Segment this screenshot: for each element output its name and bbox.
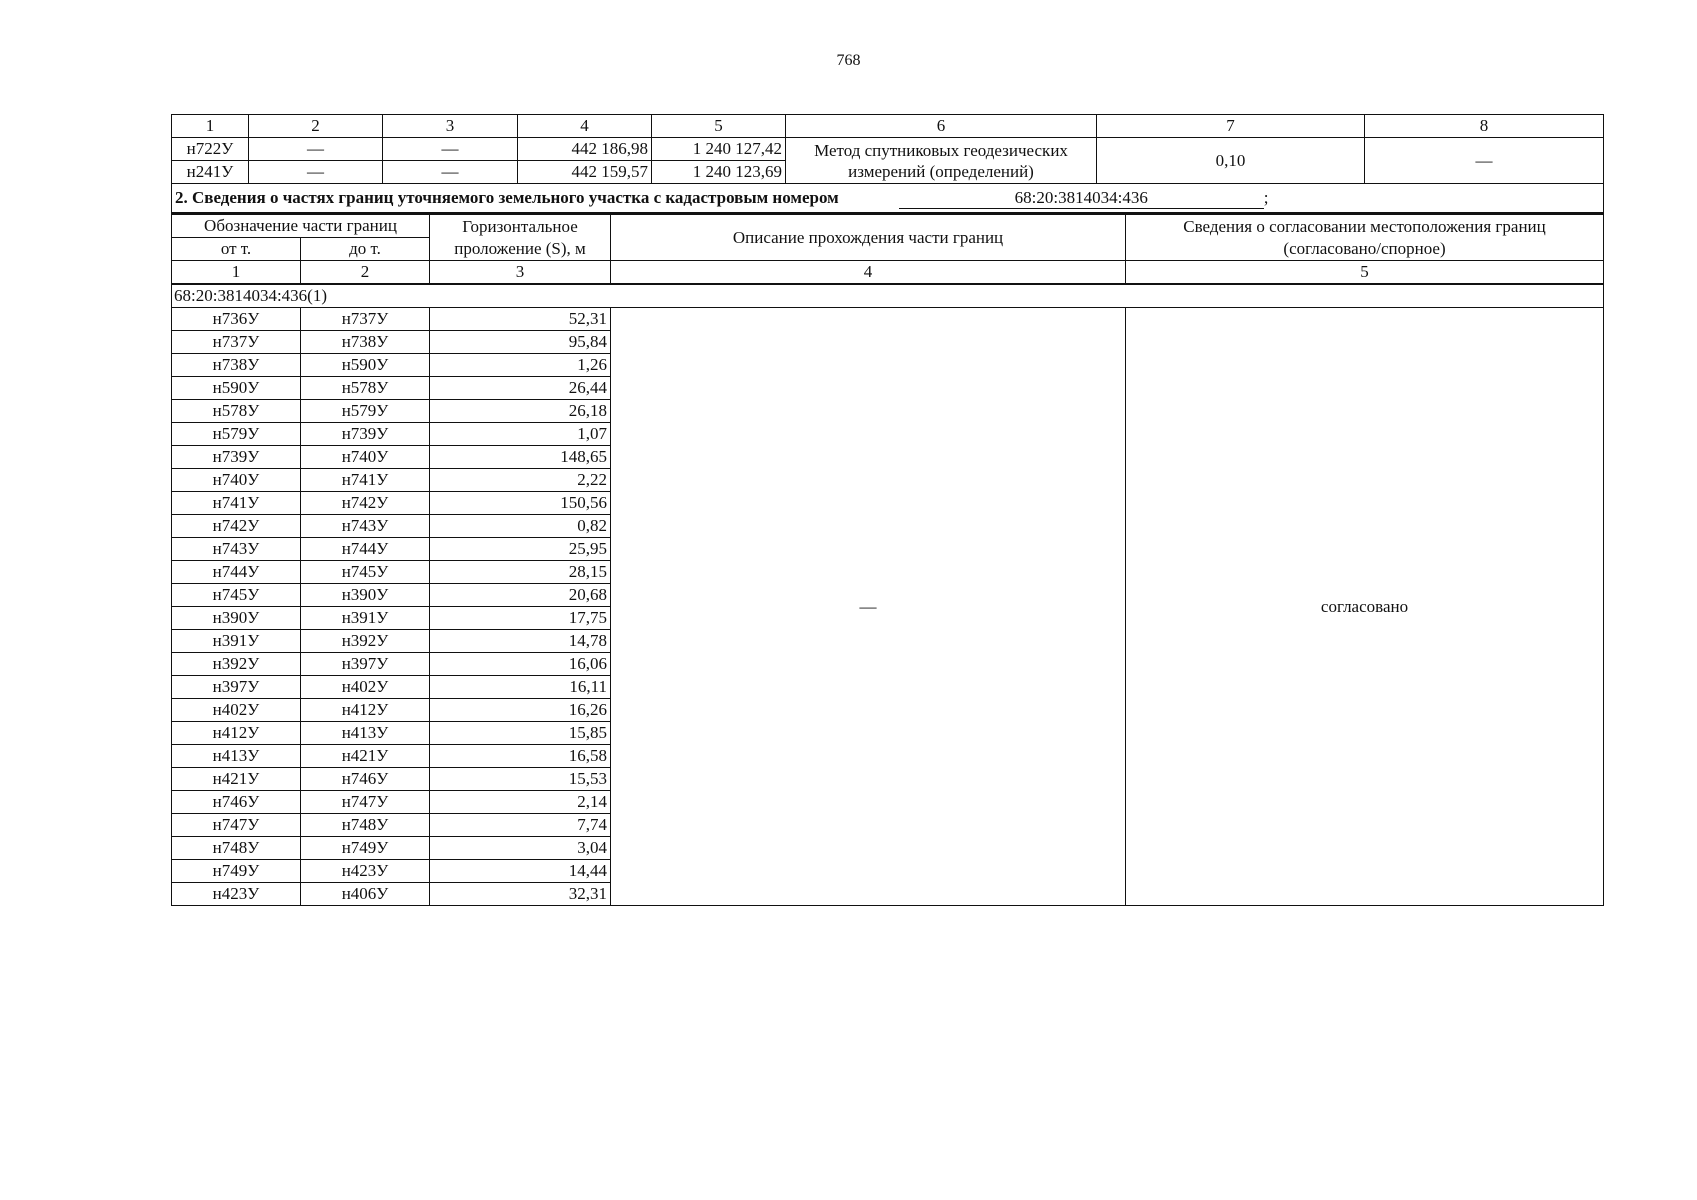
from-point: н578У xyxy=(172,400,301,423)
boundary-parts-body xyxy=(172,308,1604,906)
to-point: н412У xyxy=(301,699,430,722)
from-point: н391У xyxy=(172,630,301,653)
distance-value: 20,68 xyxy=(430,584,611,607)
to-point: н738У xyxy=(301,331,430,354)
to-point: н392У xyxy=(301,630,430,653)
from-point: н749У xyxy=(172,860,301,883)
cell-dash: — xyxy=(249,138,383,161)
distance-value: 16,58 xyxy=(430,745,611,768)
distance-value: 0,82 xyxy=(430,515,611,538)
col-number: 2 xyxy=(301,261,430,285)
cell-dash: — xyxy=(383,161,518,184)
header-row xyxy=(172,214,1604,238)
from-point: н742У xyxy=(172,515,301,538)
col-number: 5 xyxy=(1126,261,1604,285)
col-number: 6 xyxy=(786,115,1097,138)
section-heading xyxy=(172,184,1604,213)
to-point: н743У xyxy=(301,515,430,538)
header-to: до т. xyxy=(301,238,430,261)
distance-value: 26,44 xyxy=(430,377,611,400)
to-point: н746У xyxy=(301,768,430,791)
agreement-cell: согласовано xyxy=(1126,308,1604,906)
header-agreement-line: (согласовано/спорное) xyxy=(1283,238,1446,258)
from-point: н579У xyxy=(172,423,301,446)
cell-dash: — xyxy=(383,138,518,161)
col-number: 5 xyxy=(652,115,786,138)
coord-x: 442 186,98 xyxy=(518,138,652,161)
section-suffix: ; xyxy=(1263,188,1269,207)
section-heading-row xyxy=(172,184,1604,213)
coordinates-header-row xyxy=(172,115,1604,138)
part-id-row xyxy=(172,284,1604,308)
from-point: н413У xyxy=(172,745,301,768)
accuracy-cell: 0,10 xyxy=(1097,138,1365,184)
section-title: 2. Сведения о частях границ уточняемого земельного участка с кадастровым номером xyxy=(175,188,839,207)
from-point: н402У xyxy=(172,699,301,722)
from-point: н745У xyxy=(172,584,301,607)
coord-x: 442 159,57 xyxy=(518,161,652,184)
from-point: н421У xyxy=(172,768,301,791)
to-point: н740У xyxy=(301,446,430,469)
col-number: 2 xyxy=(249,115,383,138)
method-line: Метод спутниковых геодезических xyxy=(814,140,1068,160)
distance-value: 150,56 xyxy=(430,492,611,515)
coordinates-table xyxy=(171,114,1604,213)
to-point: н578У xyxy=(301,377,430,400)
from-point: н743У xyxy=(172,538,301,561)
coord-y: 1 240 123,69 xyxy=(652,161,786,184)
table-row xyxy=(172,138,1604,161)
distance-value: 95,84 xyxy=(430,331,611,354)
from-point: н737У xyxy=(172,331,301,354)
to-point: н397У xyxy=(301,653,430,676)
distance-value: 16,26 xyxy=(430,699,611,722)
to-point: н402У xyxy=(301,676,430,699)
distance-value: 14,44 xyxy=(430,860,611,883)
distance-value: 7,74 xyxy=(430,814,611,837)
from-point: н748У xyxy=(172,837,301,860)
document-body xyxy=(171,114,1603,906)
point-id: н241У xyxy=(172,161,249,184)
point-id: н722У xyxy=(172,138,249,161)
to-point: н745У xyxy=(301,561,430,584)
col-number: 7 xyxy=(1097,115,1365,138)
to-point: н391У xyxy=(301,607,430,630)
page-number: 768 xyxy=(836,52,861,69)
header-agreement-line: Сведения о согласовании местоположения границ xyxy=(1183,216,1546,236)
cell-dash: — xyxy=(249,161,383,184)
distance-value: 32,31 xyxy=(430,883,611,906)
from-point: н390У xyxy=(172,607,301,630)
to-point: н742У xyxy=(301,492,430,515)
method-cell xyxy=(786,138,1097,184)
to-point: н737У xyxy=(301,308,430,331)
from-point: н739У xyxy=(172,446,301,469)
to-point: н390У xyxy=(301,584,430,607)
distance-value: 28,15 xyxy=(430,561,611,584)
col-number: 4 xyxy=(518,115,652,138)
col-number: 3 xyxy=(430,261,611,285)
part-id: 68:20:3814034:436(1) xyxy=(172,284,1604,308)
method-line: измерений (определений) xyxy=(848,161,1034,181)
from-point: н747У xyxy=(172,814,301,837)
to-point: н748У xyxy=(301,814,430,837)
from-point: н397У xyxy=(172,676,301,699)
to-point: н423У xyxy=(301,860,430,883)
distance-value: 3,04 xyxy=(430,837,611,860)
to-point: н749У xyxy=(301,837,430,860)
from-point: н423У xyxy=(172,883,301,906)
from-point: н740У xyxy=(172,469,301,492)
distance-value: 26,18 xyxy=(430,400,611,423)
coord-y: 1 240 127,42 xyxy=(652,138,786,161)
to-point: н579У xyxy=(301,400,430,423)
to-point: н741У xyxy=(301,469,430,492)
from-point: н392У xyxy=(172,653,301,676)
to-point: н406У xyxy=(301,883,430,906)
header-description: Описание прохождения части границ xyxy=(611,214,1126,261)
to-point: н413У xyxy=(301,722,430,745)
distance-value: 17,75 xyxy=(430,607,611,630)
cadastral-number: 68:20:3814034:436 xyxy=(899,188,1264,209)
table-row xyxy=(172,308,1604,331)
to-point: н590У xyxy=(301,354,430,377)
col8-cell: — xyxy=(1365,138,1604,184)
distance-value: 16,06 xyxy=(430,653,611,676)
distance-value: 148,65 xyxy=(430,446,611,469)
header-distance-line: проложение (S), м xyxy=(454,238,586,258)
distance-value: 15,85 xyxy=(430,722,611,745)
distance-value: 52,31 xyxy=(430,308,611,331)
to-point: н739У xyxy=(301,423,430,446)
to-point: н744У xyxy=(301,538,430,561)
header-agreement xyxy=(1126,214,1604,261)
from-point: н746У xyxy=(172,791,301,814)
col-number: 1 xyxy=(172,261,301,285)
from-point: н738У xyxy=(172,354,301,377)
boundary-parts-table xyxy=(171,213,1604,906)
col-number: 1 xyxy=(172,115,249,138)
from-point: н744У xyxy=(172,561,301,584)
description-cell: — xyxy=(611,308,1126,906)
column-numbers-row xyxy=(172,261,1604,285)
distance-value: 1,26 xyxy=(430,354,611,377)
header-from: от т. xyxy=(172,238,301,261)
from-point: н741У xyxy=(172,492,301,515)
from-point: н736У xyxy=(172,308,301,331)
distance-value: 15,53 xyxy=(430,768,611,791)
distance-value: 14,78 xyxy=(430,630,611,653)
header-distance xyxy=(430,214,611,261)
col-number: 8 xyxy=(1365,115,1604,138)
col-number: 3 xyxy=(383,115,518,138)
to-point: н421У xyxy=(301,745,430,768)
distance-value: 1,07 xyxy=(430,423,611,446)
distance-value: 25,95 xyxy=(430,538,611,561)
header-distance-line: Горизонтальное xyxy=(462,216,578,236)
from-point: н590У xyxy=(172,377,301,400)
distance-value: 2,22 xyxy=(430,469,611,492)
to-point: н747У xyxy=(301,791,430,814)
from-point: н412У xyxy=(172,722,301,745)
distance-value: 16,11 xyxy=(430,676,611,699)
distance-value: 2,14 xyxy=(430,791,611,814)
col-number: 4 xyxy=(611,261,1126,285)
header-part-designation: Обозначение части границ xyxy=(172,214,430,238)
